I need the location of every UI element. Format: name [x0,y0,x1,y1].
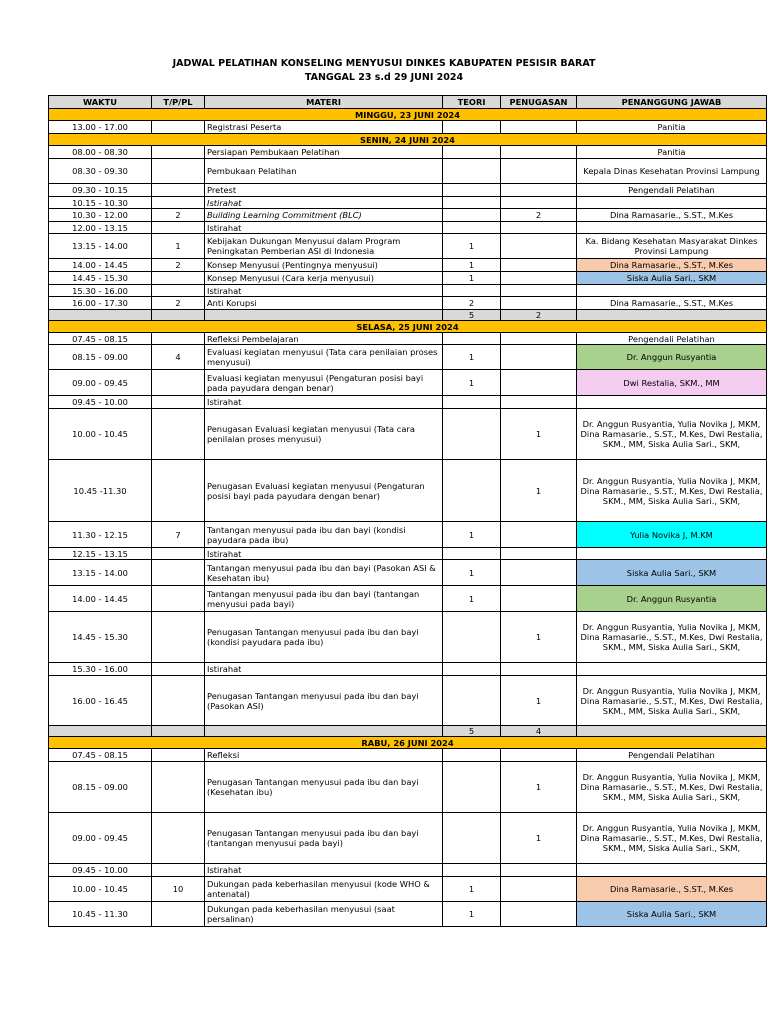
cell-materi: Penugasan Evaluasi kegiatan menyusui (Pengaturan posisi bayi pada payudara dengan benar) [205,460,443,522]
cell-teori: 1 [443,522,501,548]
cell-waktu: 07.45 - 08.15 [49,749,152,762]
cell-penanggung-jawab: Dwi Restalia, SKM., MM [577,370,767,396]
table-row [49,184,767,197]
subtotal-blank [152,310,205,321]
cell-tpl: 1 [152,234,205,259]
cell-materi: Evaluasi kegiatan menyusui (Tata cara penilaian proses menyusui) [205,345,443,370]
cell-penugasan [501,184,577,197]
cell-penugasan [501,902,577,927]
table-row [49,272,767,285]
cell-materi: Dukungan pada keberhasilan menyusui (kode WHO & antenatal) [205,877,443,902]
cell-tpl: 10 [152,877,205,902]
cell-teori [443,663,501,676]
table-row [49,409,767,460]
cell-materi: Penugasan Evaluasi kegiatan menyusui (Tata cara penilaian proses menyusui) [205,409,443,460]
table-row [49,121,767,134]
cell-waktu: 07.45 - 08.15 [49,333,152,345]
cell-penanggung-jawab: Pengendali Pelatihan [577,333,767,345]
cell-materi: Pembukaan Pelatihan [205,159,443,184]
table-row [49,345,767,370]
cell-waktu: 16.00 - 17.30 [49,297,152,310]
cell-waktu: 08.30 - 09.30 [49,159,152,184]
table-row [49,548,767,560]
cell-teori [443,813,501,864]
cell-tpl: 2 [152,209,205,222]
cell-waktu: 12.00 - 13.15 [49,222,152,234]
day-header-row [49,109,767,121]
cell-penanggung-jawab: Dina Ramasarie., S.ST., M.Kes [577,209,767,222]
cell-penanggung-jawab: Dina Ramasarie., S.ST., M.Kes [577,877,767,902]
cell-penugasan [501,864,577,877]
cell-waktu: 10.45 - 11.30 [49,902,152,927]
cell-penugasan: 1 [501,813,577,864]
cell-waktu: 08.15 - 09.00 [49,762,152,813]
cell-tpl [152,663,205,676]
cell-teori: 1 [443,234,501,259]
table-row [49,146,767,159]
cell-waktu: 10.00 - 10.45 [49,409,152,460]
cell-penanggung-jawab: Dr. Anggun Rusyantia, Yulia Novika J, MKM, Dina Ramasarie., S.ST., M.Kes, Dwi Restalia, SKM., MM, Siska Aulia Sari., SKM, [577,676,767,726]
cell-penanggung-jawab: Dr. Anggun Rusyantia, Yulia Novika J, MKM, Dina Ramasarie., S.ST., M.Kes, Dwi Restalia, SKM., MM, Siska Aulia Sari., SKM, [577,762,767,813]
cell-tpl [152,902,205,927]
cell-materi: Kebijakan Dukungan Menyusui dalam Program Peningkatan Pemberian ASI di Indonesia [205,234,443,259]
cell-waktu: 10.15 - 10.30 [49,197,152,209]
cell-waktu: 13.15 - 14.00 [49,234,152,259]
document-subtitle: TANGGAL 23 s.d 29 JUNI 2024 [304,72,464,83]
cell-tpl [152,813,205,864]
table-row [49,460,767,522]
table-row [49,864,767,877]
cell-tpl [152,409,205,460]
cell-penanggung-jawab: Dina Ramasarie., S.ST., M.Kes [577,297,767,310]
subtotal-blank [205,310,443,321]
cell-penugasan [501,663,577,676]
cell-materi: Penugasan Tantangan menyusui pada ibu dan bayi (Kesehatan ibu) [205,762,443,813]
col-header-waktu: WAKTU [49,96,152,109]
day-header-row [49,737,767,749]
cell-materi: Istirahat [205,197,443,209]
cell-penanggung-jawab [577,197,767,209]
table-row [49,522,767,548]
cell-materi: Penugasan Tantangan menyusui pada ibu dan bayi (kondisi payudara pada ibu) [205,612,443,663]
cell-teori [443,548,501,560]
cell-penanggung-jawab: Dr. Anggun Rusyantia [577,586,767,612]
cell-waktu: 09.45 - 10.00 [49,864,152,877]
cell-penugasan [501,285,577,297]
cell-penugasan [501,197,577,209]
cell-teori [443,396,501,409]
table-row [49,813,767,864]
cell-waktu: 16.00 - 16.45 [49,676,152,726]
subtotal-row [49,726,767,737]
schedule-table [48,95,767,927]
cell-waktu: 13.15 - 14.00 [49,560,152,586]
cell-penanggung-jawab [577,396,767,409]
cell-teori: 1 [443,877,501,902]
cell-waktu: 15.30 - 16.00 [49,663,152,676]
cell-penugasan [501,396,577,409]
cell-penanggung-jawab [577,285,767,297]
cell-penanggung-jawab: Siska Aulia Sari., SKM [577,902,767,927]
cell-waktu: 10.30 - 12.00 [49,209,152,222]
cell-tpl [152,864,205,877]
subtotal-row [49,310,767,321]
cell-penanggung-jawab: Dr. Anggun Rusyantia, Yulia Novika J, MKM, Dina Ramasarie., S.ST., M.Kes, Dwi Restalia, SKM., MM, Siska Aulia Sari., SKM, [577,612,767,663]
subtotal-blank [577,310,767,321]
cell-teori [443,762,501,813]
cell-tpl [152,146,205,159]
cell-materi: Penugasan Tantangan menyusui pada ibu dan bayi (tantangan menyusui pada bayi) [205,813,443,864]
cell-teori [443,460,501,522]
table-row [49,663,767,676]
col-header-teori: TEORI [443,96,501,109]
cell-teori [443,864,501,877]
cell-teori [443,121,501,134]
cell-tpl [152,285,205,297]
table-row [49,333,767,345]
table-row [49,586,767,612]
cell-materi: Refleksi [205,749,443,762]
cell-materi: Istirahat [205,663,443,676]
cell-materi: Istirahat [205,864,443,877]
cell-penugasan [501,297,577,310]
cell-teori [443,333,501,345]
cell-materi: Dukungan pada keberhasilan menyusui (saat persalinan) [205,902,443,927]
cell-penugasan: 2 [501,209,577,222]
cell-tpl [152,676,205,726]
cell-tpl: 7 [152,522,205,548]
cell-waktu: 09.45 - 10.00 [49,396,152,409]
cell-penugasan [501,370,577,396]
cell-teori: 1 [443,902,501,927]
cell-waktu: 08.15 - 09.00 [49,345,152,370]
cell-penugasan [501,345,577,370]
cell-teori: 1 [443,345,501,370]
subtotal-teori: 5 [443,310,501,321]
cell-penugasan: 1 [501,460,577,522]
cell-teori [443,184,501,197]
cell-waktu: 11.30 - 12.15 [49,522,152,548]
col-header-materi: MATERI [205,96,443,109]
cell-waktu: 09.30 - 10.15 [49,184,152,197]
cell-waktu: 14.00 - 14.45 [49,586,152,612]
cell-penanggung-jawab [577,663,767,676]
cell-tpl [152,762,205,813]
table-row [49,222,767,234]
cell-penanggung-jawab [577,548,767,560]
cell-materi: Istirahat [205,285,443,297]
cell-teori: 1 [443,259,501,272]
cell-materi: Anti Korupsi [205,297,443,310]
cell-penugasan [501,121,577,134]
table-row [49,612,767,663]
cell-teori: 1 [443,560,501,586]
cell-teori: 1 [443,586,501,612]
cell-waktu: 09.00 - 09.45 [49,813,152,864]
cell-tpl [152,159,205,184]
cell-penanggung-jawab [577,222,767,234]
day-header-row [49,134,767,146]
table-row [49,676,767,726]
table-row [49,159,767,184]
col-header-penanggung-jawab: PENANGGUNG JAWAB [577,96,767,109]
subtotal-teori: 5 [443,726,501,737]
cell-materi: Istirahat [205,396,443,409]
cell-waktu: 14.00 - 14.45 [49,259,152,272]
cell-penugasan [501,560,577,586]
cell-penugasan: 1 [501,676,577,726]
document-title: JADWAL PELATIHAN KONSELING MENYUSUI DINKES KABUPATEN PESISIR BARAT [172,58,596,69]
day-header: MINGGU, 23 JUNI 2024 [49,109,767,121]
table-row [49,297,767,310]
cell-tpl [152,586,205,612]
cell-teori: 2 [443,297,501,310]
cell-penugasan: 1 [501,762,577,813]
cell-penanggung-jawab: Dr. Anggun Rusyantia, Yulia Novika J, MKM, Dina Ramasarie., S.ST., M.Kes, Dwi Restalia, SKM., MM, Siska Aulia Sari., SKM, [577,409,767,460]
cell-penugasan [501,234,577,259]
table-row [49,285,767,297]
cell-waktu: 14.45 - 15.30 [49,272,152,285]
cell-penugasan [501,222,577,234]
table-row [49,877,767,902]
cell-penanggung-jawab: Kepala Dinas Kesehatan Provinsi Lampung [577,159,767,184]
cell-materi: Konsep Menyusui (Cara kerja menyusui) [205,272,443,285]
cell-waktu: 09.00 - 09.45 [49,370,152,396]
cell-materi: Konsep Menyusui (Pentingnya menyusui) [205,259,443,272]
cell-materi: Pretest [205,184,443,197]
cell-tpl [152,333,205,345]
cell-tpl: 2 [152,297,205,310]
cell-materi: Building Learning Commitment (BLC) [205,209,443,222]
cell-penugasan [501,333,577,345]
cell-tpl [152,460,205,522]
cell-materi: Registrasi Peserta [205,121,443,134]
col-header-tpl: T/P/PL [152,96,205,109]
cell-materi: Tantangan menyusui pada ibu dan bayi (tantangan menyusui pada bayi) [205,586,443,612]
subtotal-penugasan: 2 [501,310,577,321]
cell-teori [443,676,501,726]
col-header-penugasan: PENUGASAN [501,96,577,109]
cell-penanggung-jawab: Ka. Bidang Kesehatan Masyarakat Dinkes Provinsi Lampung [577,234,767,259]
cell-materi: Istirahat [205,222,443,234]
cell-tpl [152,370,205,396]
cell-penanggung-jawab [577,864,767,877]
cell-tpl [152,396,205,409]
table-row [49,749,767,762]
cell-penanggung-jawab: Dr. Anggun Rusyantia, Yulia Novika J, MKM, Dina Ramasarie., S.ST., M.Kes, Dwi Restalia, SKM., MM, Siska Aulia Sari., SKM, [577,460,767,522]
subtotal-penugasan: 4 [501,726,577,737]
day-header-row [49,321,767,333]
cell-tpl: 4 [152,345,205,370]
cell-penugasan: 1 [501,612,577,663]
cell-tpl [152,272,205,285]
table-row [49,762,767,813]
cell-penanggung-jawab: Siska Aulia Sari., SKM [577,272,767,285]
cell-tpl [152,560,205,586]
cell-penugasan [501,159,577,184]
cell-materi: Tantangan menyusui pada ibu dan bayi (Pasokan ASI & Kesehatan ibu) [205,560,443,586]
cell-teori [443,612,501,663]
cell-penugasan [501,259,577,272]
subtotal-blank [49,310,152,321]
cell-waktu: 14.45 - 15.30 [49,612,152,663]
subtotal-blank [152,726,205,737]
cell-penugasan [501,272,577,285]
cell-teori [443,285,501,297]
cell-materi: Istirahat [205,548,443,560]
cell-penanggung-jawab: Pengendali Pelatihan [577,184,767,197]
cell-teori [443,749,501,762]
cell-tpl [152,121,205,134]
day-header: SELASA, 25 JUNI 2024 [49,321,767,333]
cell-tpl [152,749,205,762]
cell-penanggung-jawab: Panitia [577,146,767,159]
cell-teori [443,159,501,184]
table-row [49,197,767,209]
cell-tpl [152,548,205,560]
cell-penanggung-jawab: Siska Aulia Sari., SKM [577,560,767,586]
cell-penugasan [501,548,577,560]
table-row [49,396,767,409]
table-row [49,370,767,396]
cell-materi: Evaluasi kegiatan menyusui (Pengaturan posisi bayi pada payudara dengan benar) [205,370,443,396]
cell-penugasan [501,877,577,902]
day-header: SENIN, 24 JUNI 2024 [49,134,767,146]
cell-penanggung-jawab: Dr. Anggun Rusyantia, Yulia Novika J, MKM, Dina Ramasarie., S.ST., M.Kes, Dwi Restalia, SKM., MM, Siska Aulia Sari., SKM, [577,813,767,864]
table-row [49,209,767,222]
cell-teori [443,409,501,460]
subtotal-blank [577,726,767,737]
cell-penanggung-jawab: Dina Ramasarie., S.ST., M.Kes [577,259,767,272]
cell-penanggung-jawab: Pengendali Pelatihan [577,749,767,762]
cell-penugasan [501,586,577,612]
table-row [49,560,767,586]
cell-teori: 1 [443,370,501,396]
cell-penanggung-jawab: Dr. Anggun Rusyantia [577,345,767,370]
cell-teori [443,197,501,209]
cell-tpl [152,222,205,234]
day-header: RABU, 26 JUNI 2024 [49,737,767,749]
table-row [49,902,767,927]
cell-materi: Persiapan Pembukaan Pelatihan [205,146,443,159]
cell-penugasan [501,146,577,159]
cell-materi: Penugasan Tantangan menyusui pada ibu dan bayi (Pasokan ASI) [205,676,443,726]
cell-teori [443,209,501,222]
cell-materi: Tantangan menyusui pada ibu dan bayi (kondisi payudara pada ibu) [205,522,443,548]
subtotal-blank [205,726,443,737]
cell-penanggung-jawab: Yulia Novika J, M.KM [577,522,767,548]
cell-tpl [152,612,205,663]
schedule-body [49,109,767,927]
cell-tpl [152,197,205,209]
subtotal-blank [49,726,152,737]
cell-penugasan [501,522,577,548]
cell-waktu: 13.00 - 17.00 [49,121,152,134]
header-row [49,96,767,109]
cell-tpl: 2 [152,259,205,272]
cell-penanggung-jawab: Panitia [577,121,767,134]
cell-teori [443,222,501,234]
cell-penugasan: 1 [501,409,577,460]
cell-teori [443,146,501,159]
cell-waktu: 12.15 - 13.15 [49,548,152,560]
table-row [49,259,767,272]
cell-waktu: 10.00 - 10.45 [49,877,152,902]
cell-waktu: 08.00 - 08.30 [49,146,152,159]
cell-waktu: 15.30 - 16.00 [49,285,152,297]
cell-penugasan [501,749,577,762]
cell-tpl [152,184,205,197]
table-row [49,234,767,259]
cell-materi: Refleksi Pembelajaran [205,333,443,345]
cell-waktu: 10.45 -11.30 [49,460,152,522]
cell-teori: 1 [443,272,501,285]
